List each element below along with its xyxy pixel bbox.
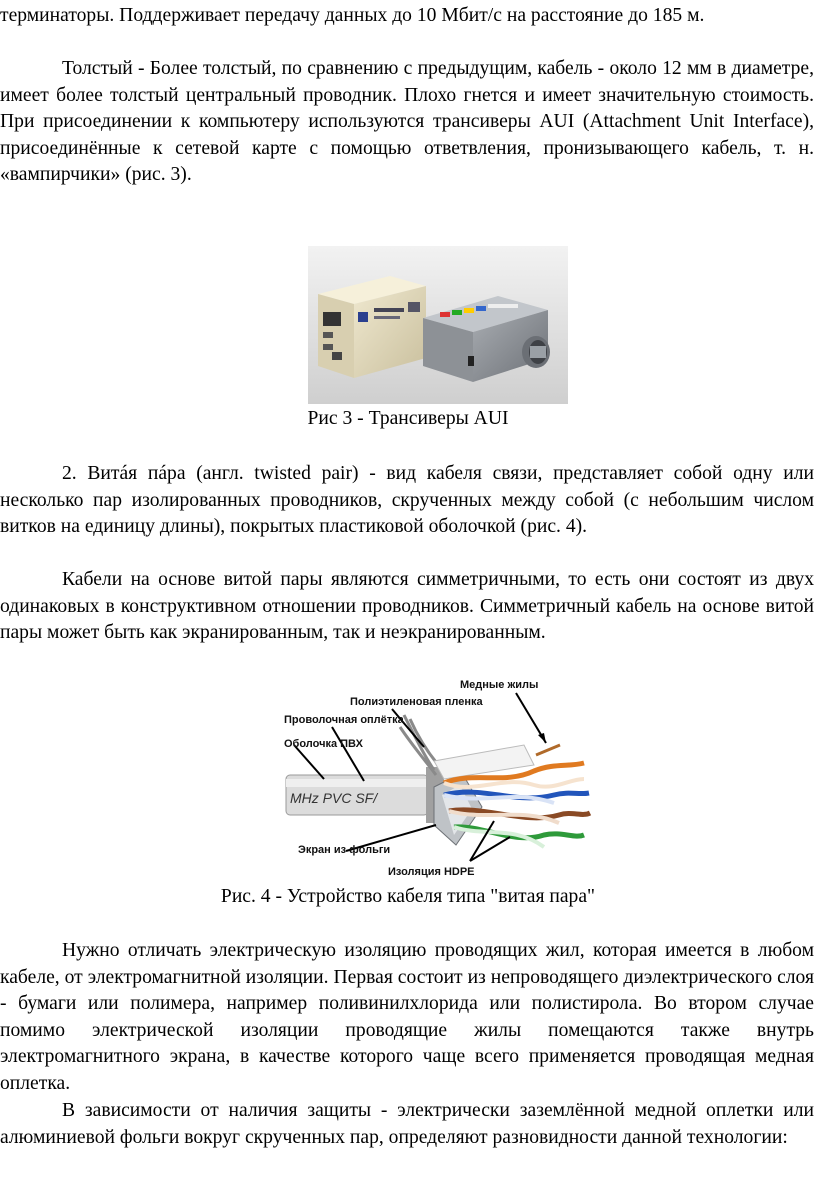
figure-3-caption: Рис 3 - Трансиверы AUI bbox=[307, 408, 509, 429]
paragraph-protection: В зависимости от наличия защиты - электрически заземлённой медной оплетки или алюминиевой фольги вокруг скрученных пар, определяют разновидности данной технологии: bbox=[0, 1100, 814, 1148]
paragraph-twisted-pair: 2. Витáя пáра (англ. twisted pair) - вид кабеля связи, представляет собой одну или несколько пар изолированных проводников, скрученных между собой (с небольшим числом витков на единицу длины), покрытых пластиковой оболочкой (рис. 4). bbox=[0, 463, 814, 538]
label-pvc-jacket: Оболочка ПВХ bbox=[284, 738, 363, 750]
aui-transceivers-image bbox=[308, 246, 568, 404]
figure-aui-transceivers bbox=[308, 246, 568, 404]
cable-print-text: MHz PVC SF/ bbox=[290, 790, 378, 806]
label-hdpe-insulation: Изоляция HDPE bbox=[388, 866, 475, 878]
paragraph-terminators: терминаторы. Поддерживает передачу данных до 10 Мбит/с на расстояние до 185 м. bbox=[0, 5, 705, 26]
label-foil-screen: Экран из фольги bbox=[298, 844, 391, 856]
paragraph-symmetric-cable: Кабели на основе витой пары являются симметричными, то есть они состоят из двух одинаковых в конструктивном отношении проводников. Симметричный кабель на основе витой пары может быть как экранированным, так и неэкранированным. bbox=[0, 569, 814, 644]
label-pe-film: Полиэтиленовая пленка bbox=[350, 696, 483, 708]
paragraph-insulation: Нужно отличать электрическую изоляцию проводящих жил, которая имеется в любом кабеле, от электромагнитной изоляции. Первая состоит из непроводящего диэлектрического слоя - бумаги или полимера, например поливинилхлорида или полистирола. Во втором случае помимо электрической изоляции проводящие жилы помещаются также внутрь электромагнитного экрана, в качестве которого чаще всего применяется проводящая медная оплетка. bbox=[0, 940, 814, 1094]
figure-twisted-pair-cable bbox=[284, 675, 600, 883]
twisted-pair-cable-image bbox=[284, 675, 600, 883]
paragraph-thick-cable: Толстый - Более толстый, по сравнению с предыдущим, кабель - около 12 мм в диаметре, имеет более толстый центральный проводник. Плохо гнется и имеет значительную стоимость. При присоединении к компьютеру используются трансиверы AUI (Attachment Unit Interface), присоединённые к сетевой карте с помощью ответвления, пронизывающего кабель, т. н. «вампирчики» (рис. 3). bbox=[0, 58, 814, 186]
label-wire-braid: Проволочная оплётка bbox=[284, 714, 404, 726]
figure-4-caption: Рис. 4 - Устройство кабеля типа "витая пара" bbox=[220, 886, 596, 907]
label-copper-wires: Медные жилы bbox=[460, 679, 539, 691]
